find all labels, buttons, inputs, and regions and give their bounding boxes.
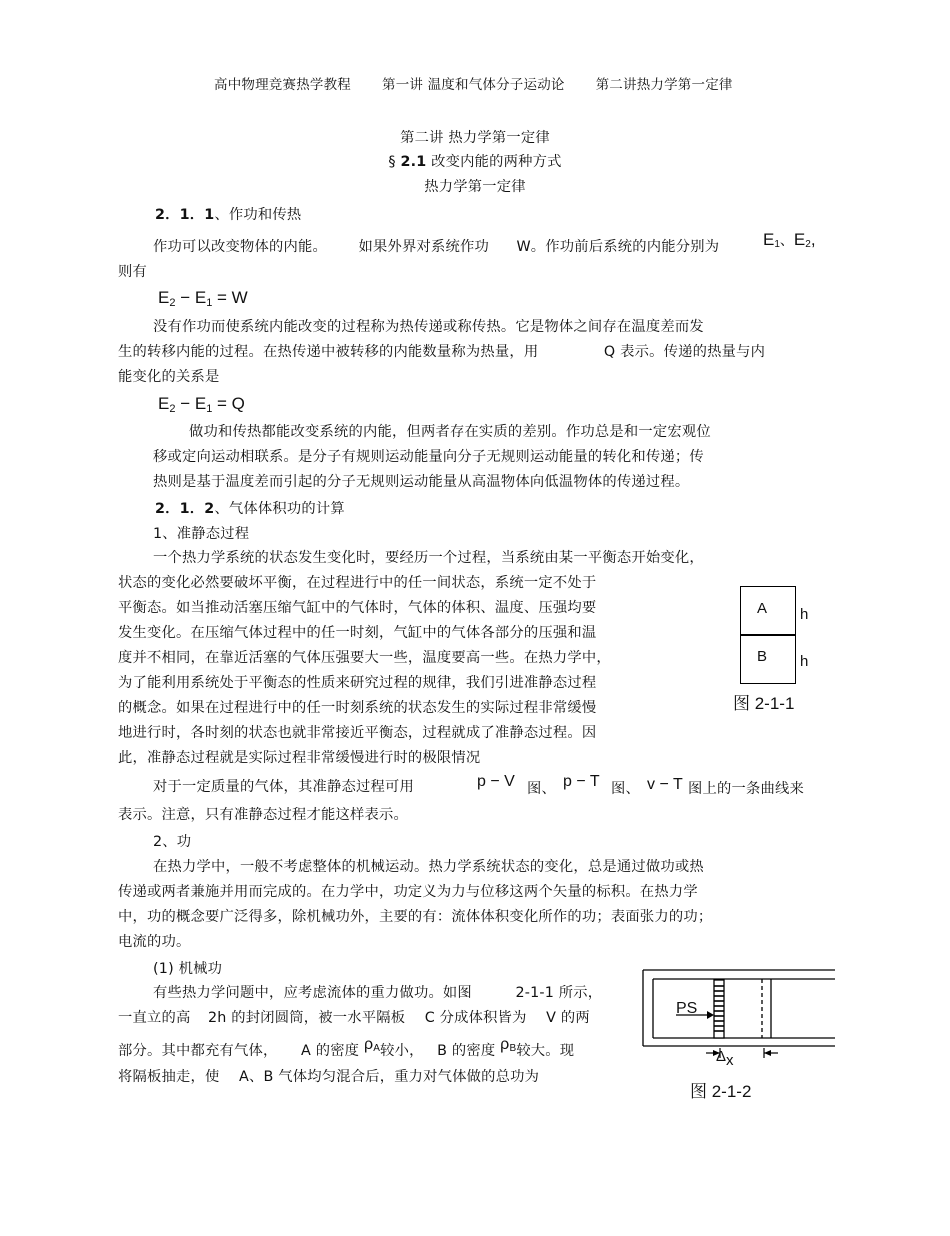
heading-2-1-2 (155, 498, 345, 518)
page-header (214, 73, 733, 93)
para-qs-1: 一个热力学系统的状态发生变化时，要经历一个过程，当系统由某一平衡态开始变化， (153, 550, 704, 566)
equation-heat (158, 394, 245, 415)
fig1-label-a: A (757, 600, 768, 617)
para-w-3: 中，功的概念要广泛得多，除机械功外，主要的有：流体体积变化所作的功；表面张力的功； (118, 909, 713, 925)
eq1-a: E (158, 288, 170, 307)
para-qs-7: 的概念。如果在过程进行中的任一时刻系统的状态发生的实际过程非常缓慢 (118, 700, 597, 716)
para-m-3b: A 的密度 (300, 1043, 360, 1059)
e-comma: , (810, 230, 816, 249)
para-curve-2: 表示。注意，只有准静态过程才能这样表示。 (118, 807, 408, 823)
fig2-caption: 图 2-1-2 (690, 1082, 752, 1101)
para-m-1a: 有些热力学问题中，应考虑流体的重力做功。如图 (153, 985, 472, 1001)
para-qs-2: 状态的变化必然要破坏平衡，在过程进行中的任一间状态，系统一定不处于 (118, 575, 597, 591)
header-lecture-2: 第二讲热力学第一定律 (595, 77, 733, 93)
para-curve-1 (153, 776, 414, 796)
para-m-3d: B 的密度 (437, 1043, 496, 1059)
e1-symbol: E (763, 230, 775, 249)
section-mark: § (388, 154, 396, 170)
para-heat-2a: 生的转移内能的过程。在热传递中被转移的内能数量称为热量，用 (118, 344, 539, 360)
text-fig-2: 图、 (611, 781, 640, 797)
eq2-c: = Q (212, 394, 245, 413)
para-w-4: 电流的功。 (118, 934, 191, 950)
eq2-b: − E (175, 394, 207, 413)
para-m-2a: 一直立的高 (118, 1010, 191, 1026)
fig1-chamber-a (740, 586, 796, 636)
section-number: 2.1 (400, 154, 427, 170)
fig2-label-dx (716, 1048, 734, 1069)
section-title-text: 改变内能的两种方式 (426, 154, 562, 170)
e-sep: 、 (779, 232, 794, 248)
rho-a: ρ (363, 1036, 374, 1053)
para-diff-2: 移或定向运动相联系。是分子有规则运动能量向分子无规则运动能量的转化和传递；传 (153, 449, 704, 465)
para-w-2: 传递或两者兼施并用而完成的。在力学中，功定义为力与位移这两个矢量的标积。在热力学 (118, 884, 698, 900)
eq1-b-sub: 1 (206, 297, 213, 309)
para-work-1d: 则有 (118, 264, 147, 280)
fig1-label-h-bottom: h (800, 653, 809, 670)
subheading-work: 2、功 (153, 834, 192, 850)
symbol-pv: p − V (477, 773, 515, 790)
para-work-1c: W。作功前后系统的内能分别为 (516, 239, 720, 255)
symbol-e1-e2 (763, 230, 816, 250)
para-m-4 (118, 1066, 539, 1086)
heading-2-1-1-num: 2．1．1 (155, 207, 215, 223)
subheading-mechanical-work: (1) 机械功 (153, 961, 223, 977)
symbol-pt: p − T (563, 773, 600, 790)
rho-a-symbol (364, 1036, 380, 1053)
fig2-force-arrow-head (707, 1011, 714, 1019)
header-lecture-1: 第一讲 温度和气体分子运动论 (382, 77, 565, 93)
text-curve-end: 图上的一条曲线来 (688, 781, 804, 797)
para-m-4b: A、B 气体均匀混合后，重力对气体做的总功为 (238, 1069, 540, 1085)
e2-symbol: E (793, 230, 806, 249)
para-work-1 (153, 236, 719, 256)
header-book-title: 高中物理竞赛热学教程 (214, 77, 351, 93)
fig2-label-delta: Δ (716, 1048, 727, 1065)
para-qs-5: 度并不相同，在靠近活塞的气体压强要大一些，温度要高一些。在热力学中， (118, 650, 611, 666)
fig1-caption: 图 2-1-1 (733, 694, 795, 713)
para-work-1a: 作功可以改变物体的内能。 (153, 239, 327, 255)
para-w-1: 在热力学中，一般不考虑整体的机械运动。热力学系统状态的变化，总是通过做功或热 (153, 859, 704, 875)
fig2-label-x: x (726, 1052, 734, 1069)
heading-2-1-1 (155, 204, 301, 224)
para-diff-1: 做功和传热都能改变系统的内能，但两者存在实质的差别。作功总是和一定宏观位 (189, 424, 711, 440)
section-subtitle: 热力学第一定律 (424, 179, 526, 195)
para-diff-3: 热则是基于温度差而引起的分子无规则运动能量从高温物体向低温物体的传递过程。 (153, 474, 690, 490)
heading-2-1-2-text: 、气体体积功的计算 (214, 501, 345, 517)
para-m-3a: 部分。其中都充有气体， (118, 1043, 278, 1059)
heading-2-1-1-text: 、作功和传热 (214, 207, 302, 223)
rho-a-sub: A (373, 1043, 381, 1054)
text-fig-1: 图、 (527, 781, 556, 797)
para-m-2b: 2h 的封闭圆筒，被一水平隔板 (207, 1010, 406, 1026)
para-qs-9: 此，准静态过程就是实际过程非常缓慢进行时的极限情况 (118, 750, 481, 766)
eq2-a-sub: 2 (169, 403, 176, 415)
fig2-cylinder-diagram (640, 966, 840, 1056)
rho-b-symbol (500, 1036, 516, 1053)
para-m-2 (118, 1007, 590, 1027)
para-heat-2 (118, 341, 765, 361)
section-title (0, 151, 950, 171)
rho-b: ρ (500, 1036, 510, 1053)
para-m-3e: 较大。现 (516, 1043, 575, 1059)
para-m-3 (118, 1036, 575, 1060)
e2-sub: 2 (805, 239, 811, 250)
eq1-b: − E (175, 288, 207, 307)
para-curve-1a: 对于一定质量的气体，其准静态过程可用 (153, 779, 414, 795)
para-m-2d: V 的两 (546, 1010, 590, 1026)
para-m-2c: C 分成体积皆为 (424, 1010, 527, 1026)
subheading-quasistatic: 1、准静态过程 (153, 526, 250, 542)
para-work-1b: 如果外界对系统作功 (358, 239, 489, 255)
para-m-3c: 较小， (380, 1043, 424, 1059)
equation-work (158, 288, 248, 309)
para-heat-1: 没有作功而使系统内能改变的过程称为热传递或称传热。它是物体之间存在温度差而发 (153, 319, 704, 335)
para-heat-2b: Q 表示。传递的热量与内 (603, 344, 766, 360)
para-qs-6: 为了能利用系统处于平衡态的性质来研究过程的规律，我们引进准静态过程 (118, 675, 597, 691)
symbol-vt: v − T (647, 776, 683, 793)
para-qs-4: 发生变化。在压缩气体过程中的任一时刻，气缸中的气体各部分的压强和温 (118, 625, 597, 641)
fig1-label-h-top: h (800, 606, 809, 623)
para-m-1b: 2-1-1 所示， (515, 985, 603, 1001)
fig2-dim-arrow-right (764, 1050, 771, 1056)
para-heat-3: 能变化的关系是 (118, 369, 220, 385)
eq2-b-sub: 1 (206, 403, 213, 415)
para-m-1 (153, 982, 602, 1002)
fig2-piston (714, 980, 724, 1038)
eq1-c: = W (212, 288, 248, 307)
para-qs-8: 地进行时，各时刻的状态也就非常接近平衡态，过程就成了准静态过程。因 (118, 725, 597, 741)
rho-b-sub: B (509, 1043, 517, 1054)
lecture-title: 第二讲 热力学第一定律 (400, 130, 550, 146)
e1-sub: 1 (774, 239, 780, 250)
heading-2-1-2-num: 2．1．2 (155, 501, 215, 517)
para-qs-3: 平衡态。如当推动活塞压缩气缸中的气体时，气体的体积、温度、压强均要 (118, 600, 597, 616)
fig1-label-b: B (757, 648, 768, 665)
eq1-a-sub: 2 (169, 297, 176, 309)
fig2-label-ps: PS (676, 1000, 698, 1017)
para-m-4a: 将隔板抽走，使 (118, 1069, 220, 1085)
fig1-chamber-b (740, 634, 796, 684)
eq2-a: E (158, 394, 170, 413)
